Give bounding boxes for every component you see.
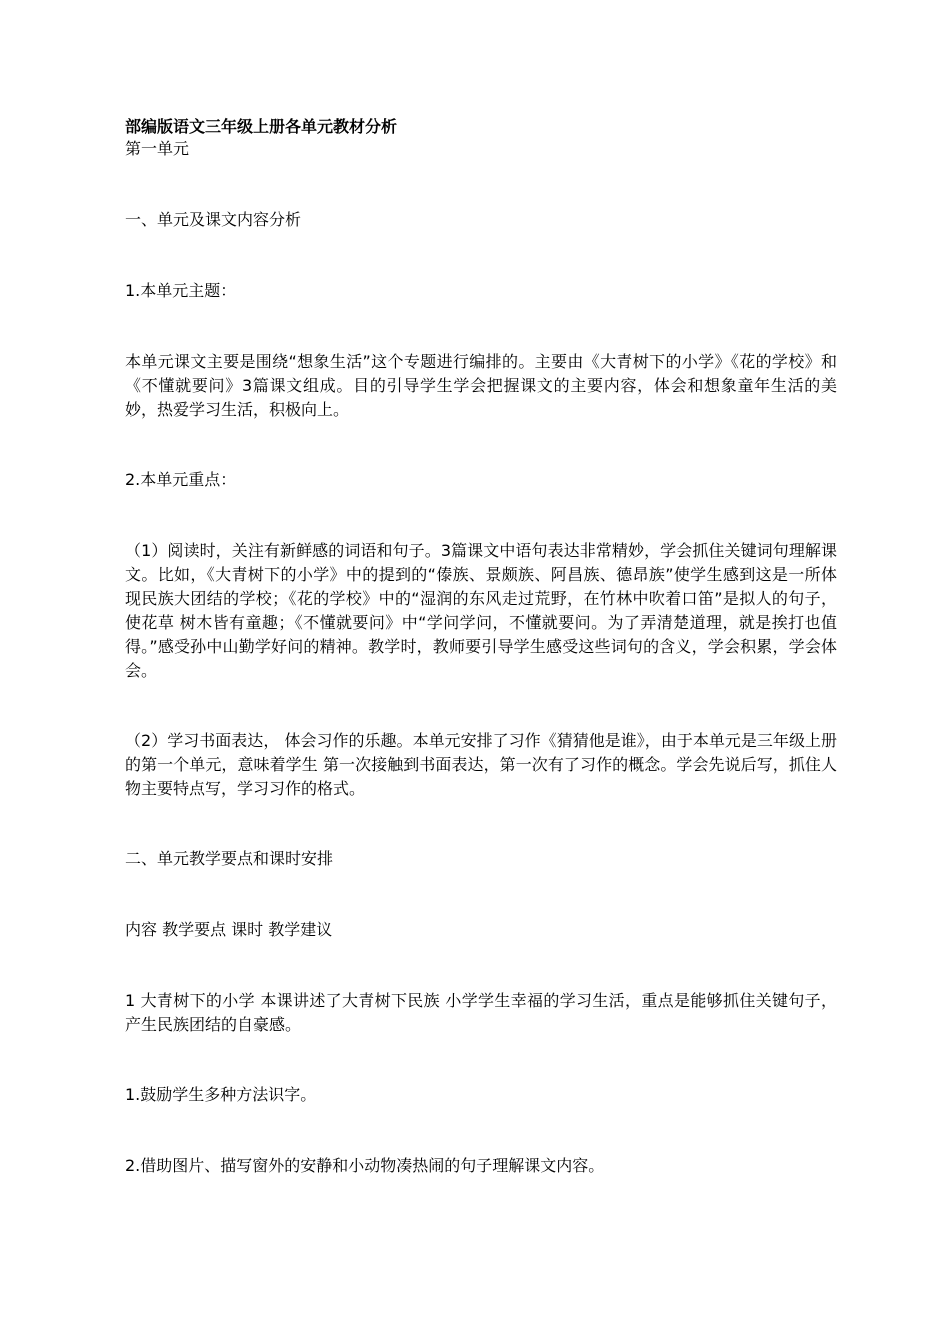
focus-item-1: （1）阅读时，关注有新鲜感的词语和句子。3篇课文中语句表达非常精妙，学会抓住关键词句理解课文。比如，《大青树下的小学》中的提到的“傣族、景颇族、阿昌族、德昂族”使学生感到这是一所体现民族大团结的学校；《花的学校》中的“湿润的东风走过荒野，在竹林中吹着口笛”是拟人的句子，使花草 树木皆有童趣；《不懂就要问》中“学问学问，不懂就要问。为了弄清楚道理，就是挨打也值得。”感受孙中山勤学好问的精神。教学时，教师要引导学生感受这些词句的含义，学会积累，学会体会。 xyxy=(125,541,837,680)
document-title: 部编版语文三年级上册各单元教材分析 xyxy=(125,117,398,136)
table-header-row: 内容 教学要点 课时 教学建议 xyxy=(125,920,333,939)
theme-paragraph: 本单元课文主要是围绕“想象生活”这个专题进行编排的。主要由《大青树下的小学》《花的学校》和《不懂就要问》3篇课文组成。目的引导学生学会把握课文的主要内容，体会和想象童年生活的美妙，热爱学习生活，积极向上。 xyxy=(125,352,837,419)
document-page xyxy=(125,116,837,1177)
suggestion-1: 1.鼓励学生多种方法识字。 xyxy=(125,1085,317,1104)
suggestion-2: 2.借助图片、描写窗外的安静和小动物凑热闹的句子理解课文内容。 xyxy=(125,1156,605,1175)
focus-item-2: （2）学习书面表达， 体会习作的乐趣。本单元安排了习作《猜猜他是谁》，由于本单元是三年级上册的第一个单元，意味着学生 第一次接触到书面表达，第一次有了习作的概念。学会先说后写，抓住人物主要特点写，学习习作的格式。 xyxy=(125,731,837,798)
theme-heading: 1.本单元主题： xyxy=(125,281,237,300)
section1-heading: 一、单元及课文内容分析 xyxy=(125,210,302,229)
unit-label: 第一单元 xyxy=(125,139,190,158)
lesson-1-row: 1 大青树下的小学 本课讲述了大青树下民族 小学学生幸福的学习生活，重点是能够抓住关键句子，产生民族团结的自豪感。 xyxy=(125,991,837,1034)
section2-heading: 二、单元教学要点和课时安排 xyxy=(125,849,334,868)
focus-heading: 2.本单元重点： xyxy=(125,470,237,489)
